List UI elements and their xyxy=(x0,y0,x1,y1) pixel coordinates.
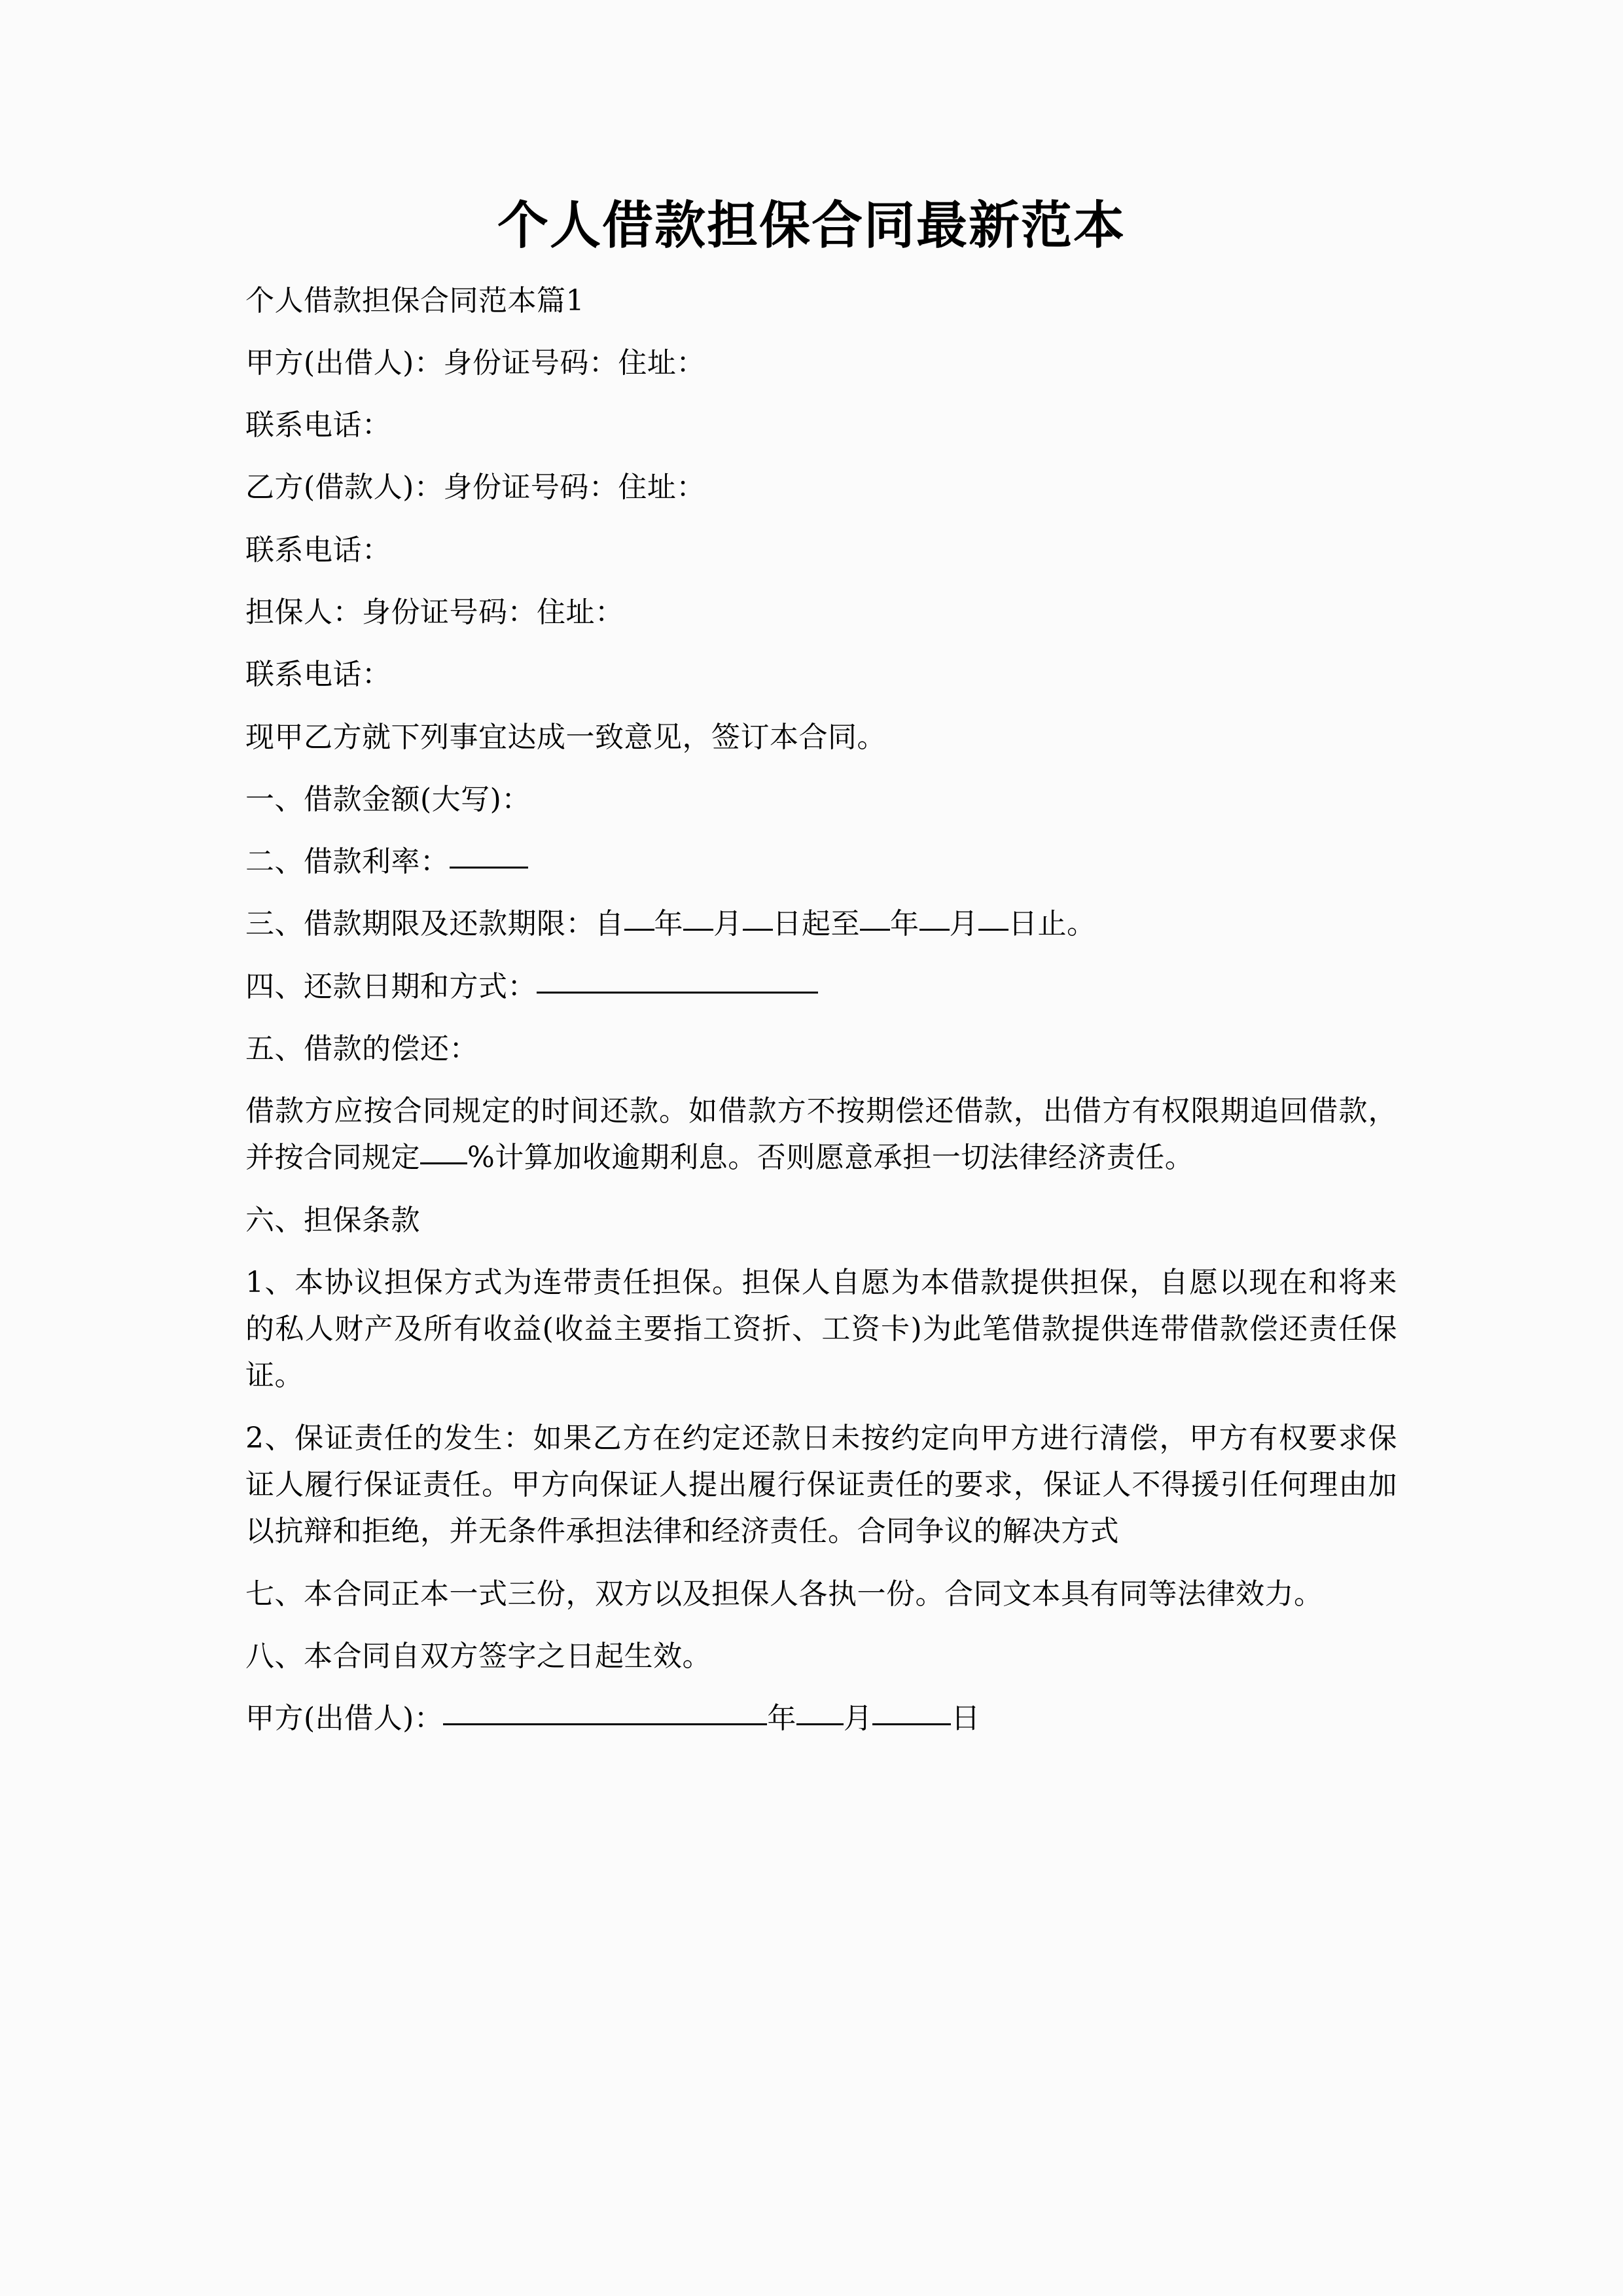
clause-five-body-part2: %计算加收逾期利息。否则愿意承担一切法律经济责任。 xyxy=(467,1141,1194,1175)
preamble-paragraph: 现甲乙方就下列事宜达成一致意见，签订本合同。 xyxy=(245,720,886,754)
start-day-blank[interactable] xyxy=(743,929,773,931)
clause-three-month2: 月 xyxy=(949,907,978,941)
overdue-rate-blank[interactable] xyxy=(420,1162,467,1164)
start-year-blank[interactable] xyxy=(624,929,654,931)
signature-name-blank[interactable] xyxy=(443,1723,767,1725)
party-b-phone-line: 联系电话： xyxy=(245,533,391,567)
signature-label: 甲方(出借人)： xyxy=(245,1702,444,1736)
clause-three-day2: 日止。 xyxy=(1008,907,1096,941)
page-title: 个人借款担保合同最新范本 xyxy=(497,196,1126,255)
party-a-line: 甲方(出借人)：身份证号码：住址： xyxy=(245,346,705,380)
guarantor-phone-line: 联系电话： xyxy=(245,658,391,692)
signature-month-blank[interactable] xyxy=(872,1723,951,1725)
end-year-blank[interactable] xyxy=(860,929,890,931)
guarantor-line: 担保人：身份证号码：住址： xyxy=(245,596,624,630)
clause-five-label: 五、借款的偿还： xyxy=(245,1031,478,1066)
clause-seven: 七、本合同正本一式三份，双方以及担保人各执一份。合同文本具有同等法律效力。 xyxy=(245,1577,1323,1611)
signature-year-label: 年 xyxy=(767,1702,796,1736)
clause-two xyxy=(245,838,1397,885)
clause-four xyxy=(245,963,1397,1010)
clause-four-label: 四、还款日期和方式： xyxy=(245,969,537,1003)
clause-three xyxy=(245,901,1397,947)
clause-three-year2: 年 xyxy=(890,907,919,941)
signature-month-label: 月 xyxy=(843,1702,873,1736)
clause-two-label: 二、借款利率： xyxy=(245,845,450,879)
repayment-method-blank[interactable] xyxy=(537,992,818,994)
interest-rate-blank[interactable] xyxy=(450,867,528,869)
party-a-phone-line: 联系电话： xyxy=(245,408,391,442)
clause-three-month1: 月 xyxy=(713,907,743,941)
clause-three-day1: 日起至 xyxy=(772,907,860,941)
clause-five-body xyxy=(245,1088,1397,1181)
clause-six-label: 六、担保条款 xyxy=(245,1203,420,1237)
party-b-line: 乙方(借款人)：身份证号码：住址： xyxy=(245,471,705,505)
clause-three-year1: 年 xyxy=(654,907,683,941)
end-day-blank[interactable] xyxy=(978,929,1008,931)
signature-year-blank[interactable] xyxy=(796,1723,844,1725)
start-month-blank[interactable] xyxy=(683,929,713,931)
document-subtitle: 个人借款担保合同范本篇1 xyxy=(245,283,584,317)
clause-three-prefix: 三、借款期限及还款期限：自 xyxy=(245,907,624,941)
clause-six-item-2: 2、保证责任的发生：如果乙方在约定还款日未按约定向甲方进行清偿，甲方有权要求保证人履行保证责任。甲方向保证人提出履行保证责任的要求，保证人不得援引任何理由加以抗辩和拒绝，并无条件承担法律和经济责任。合同争议的解决方式 xyxy=(245,1421,1397,1549)
signature-day-label: 日 xyxy=(951,1702,980,1736)
clause-six-item-1: 1、本协议担保方式为连带责任担保。担保人自愿为本借款提供担保，自愿以现在和将来的私人财产及所有收益(收益主要指工资折、工资卡)为此笔借款提供连带借款偿还责任保证。 xyxy=(245,1265,1397,1393)
clause-five-body-part1: 借款方应按合同规定的时间还款。如借款方不按期偿还借款，出借方有权限期追回借款，并按合同规定 xyxy=(245,1094,1397,1175)
clause-eight: 八、本合同自双方签字之日起生效。 xyxy=(245,1639,711,1673)
end-month-blank[interactable] xyxy=(919,929,950,931)
signature-line xyxy=(245,1695,1397,1742)
clause-one: 一、借款金额(大写)： xyxy=(245,782,531,816)
